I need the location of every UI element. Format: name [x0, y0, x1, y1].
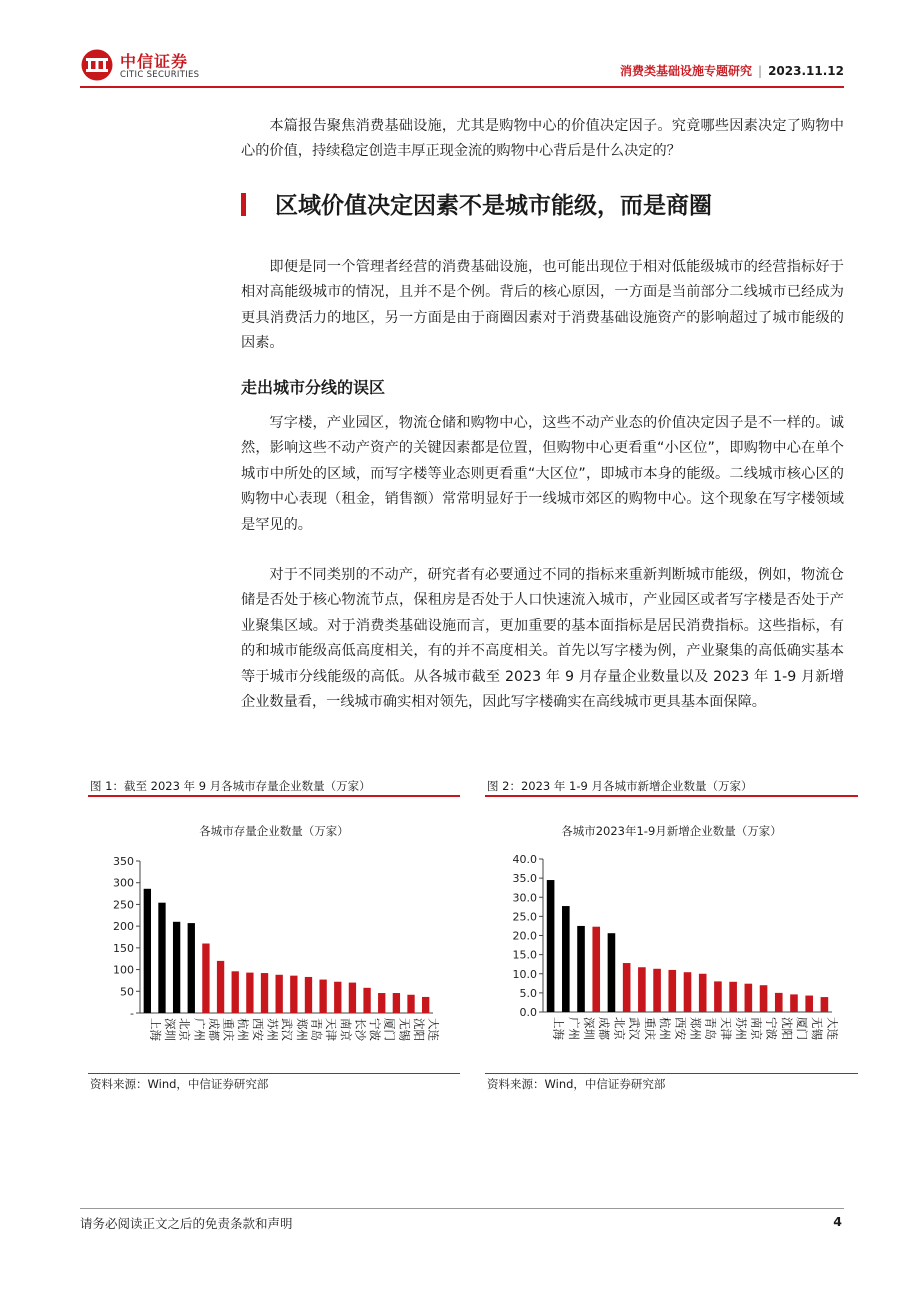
chart-2-y-tick-label: 0.0	[519, 1006, 537, 1019]
header-divider	[80, 86, 844, 88]
chart-2-y-tick-label: 25.0	[512, 910, 537, 924]
chart-2-bar-宁波	[760, 985, 768, 1012]
footer-disclaimer: 请务必阅读正文之后的免责条款和声明	[80, 1216, 293, 1231]
chart-1-category-label: 深圳	[162, 1018, 177, 1041]
chart-2-category-label: 上海	[551, 1017, 566, 1040]
chart-1-category-label: 西安	[250, 1018, 265, 1041]
chart-2-bar-西安	[668, 970, 676, 1012]
figure-1-source: 资料来源：Wind，中信证券研究部	[90, 1077, 269, 1091]
section-marker	[241, 193, 246, 216]
chart-1-y-tick-label: 200	[113, 920, 134, 934]
chart-1-bar-宁波	[363, 988, 370, 1013]
figure-2-top-rule	[485, 795, 858, 797]
chart-2-bar-广州	[562, 906, 570, 1012]
figure-1-top-rule	[88, 795, 460, 797]
company-logo	[80, 46, 220, 86]
chart-2-category-label: 大连	[825, 1017, 840, 1040]
citic-logo-icon	[80, 48, 114, 82]
figure-2-bottom-rule	[485, 1073, 858, 1074]
chart-2-y-tick-label: 30.0	[512, 891, 537, 905]
chart-1-bar-西安	[246, 973, 253, 1013]
chart-2-bar-青岛	[699, 974, 707, 1012]
chart-2-category-label: 沈阳	[779, 1017, 794, 1040]
chart-2-category-label: 天津	[718, 1017, 733, 1040]
chart-1-category-label: 南京	[338, 1018, 353, 1041]
chart-1-y-tick-label: -	[130, 1007, 134, 1020]
chart-1-category-label: 北京	[177, 1018, 192, 1041]
report-date: 2023.11.12	[768, 64, 844, 78]
chart-1-title: 各城市存量企业数量（万家）	[199, 824, 349, 838]
figure-1-caption: 图 1：截至 2023 年 9 月各城市存量企业数量（万家）	[90, 779, 371, 793]
chart-1-bar-杭州	[232, 971, 239, 1013]
chart-1-y-tick-label: 150	[113, 941, 134, 955]
chart-1-category-label: 厦门	[382, 1018, 397, 1041]
chart-2-bar-沈阳	[775, 993, 783, 1012]
chart-1-bar-厦门	[378, 993, 385, 1013]
chart-2-category-label: 成都	[597, 1017, 612, 1040]
paragraph-2: 写字楼，产业园区，物流仓储和购物中心，这些不动产业态的价值决定因子是不一样的。诚然，影响这些不动产资产的关键因素都是位置，但购物中心更看重“小区位”，即购物中心在单个城市中所处的区域，而写字楼等业态则更看重“大区位”，即城市本身的能级。二线城市核心区的购物中心表现（租金，销售额）常常明显好于一线城市郊区的购物中心。这个现象在写字楼领域是罕见的。	[241, 415, 844, 533]
chart-1-category-label: 重庆	[221, 1018, 236, 1041]
chart-1-bar-成都	[202, 944, 209, 1013]
chart-1-y-tick-label: 100	[113, 963, 134, 977]
chart-1-y-tick-label: 50	[120, 985, 134, 999]
paragraph-1: 即便是同一个管理者经营的消费基础设施，也可能出现位于相对低能级城市的经营指标好于相对高能级城市的情况，且并不是个例。背后的核心原因，一方面是当前部分二线城市已经成为更具消费活力的地区，另一方面是由于商圈因素对于消费基础设施资产的影响超过了城市能级的因素。	[241, 259, 844, 352]
chart-1-bar-苏州	[261, 973, 268, 1013]
intro-paragraph: 本篇报告聚焦消费基础设施，尤其是购物中心的价值决定因子。究竟哪些因素决定了购物中心的价值，持续稳定创造丰厚正现金流的购物中心背后是什么决定的？	[241, 118, 844, 160]
chart-2-y-tick-label: 15.0	[512, 948, 537, 962]
section-title: 区域价值决定因素不是城市能级，而是商圈	[275, 193, 712, 219]
report-title: 消费类基础设施专题研究	[620, 64, 753, 78]
chart-2-bar-厦门	[790, 994, 798, 1012]
chart-1-bar-青岛	[305, 977, 312, 1013]
chart-2-bar-北京	[608, 933, 616, 1012]
report-header: 消费类基础设施专题研究 | 2023.11.12	[620, 64, 844, 78]
paragraph-3: 对于不同类别的不动产，研究者有必要通过不同的指标来重新判断城市能级，例如，物流仓储是否处于核心物流节点，保租房是否处于人口快速流入城市，产业园区或者写字楼是否处于产业聚集区域。对于消费类基础设施而言，更加重要的基本面指标是居民消费指标。这些指标，有的和城市能级高低高度相关，有的并不高度相关。首先以写字楼为例，产业聚集的高低确实基本等于城市分线能级的高低。从各城市截至 2023 年 9 月存量企业数量以及 2023 年 1-9 月新增企业数量看，一线城市确实相对领先，因此写字楼确实在高线城市更具基本面保障。	[241, 567, 844, 711]
figure-2-caption: 图 2：2023 年 1-9 月各城市新增企业数量（万家）	[487, 779, 753, 793]
chart-2-bar-大连	[821, 997, 829, 1012]
chart-2-bar-天津	[714, 981, 722, 1012]
chart-2-category-label: 青岛	[703, 1017, 718, 1040]
chart-2-y-tick-label: 20.0	[512, 929, 537, 943]
chart-1-category-label: 杭州	[236, 1018, 251, 1041]
chart-2-y-tick-label: 5.0	[519, 986, 537, 1000]
chart-2-category-label: 苏州	[734, 1017, 749, 1040]
chart-2-category-label: 无锡	[810, 1017, 825, 1040]
figure-2-chart	[485, 815, 858, 1073]
chart-1-bar-广州	[188, 923, 195, 1013]
chart-2-category-label: 北京	[612, 1017, 627, 1040]
chart-2-bar-上海	[547, 880, 555, 1012]
chart-1-bar-沈阳	[407, 995, 414, 1013]
chart-2-category-label: 西安	[673, 1017, 688, 1040]
chart-2-y-tick-label: 10.0	[512, 967, 537, 981]
chart-2-category-label: 南京	[749, 1017, 764, 1040]
chart-2-category-label: 宁波	[764, 1017, 779, 1040]
chart-2-category-label: 武汉	[627, 1017, 642, 1040]
chart-2-y-tick-label: 35.0	[512, 872, 537, 886]
logo-chinese-name: 中信证券	[120, 52, 189, 71]
chart-2-category-label: 深圳	[582, 1017, 597, 1040]
chart-2-category-label: 厦门	[794, 1017, 809, 1040]
chart-1-bar-南京	[334, 982, 341, 1013]
figure-1-svg	[88, 815, 460, 1073]
figure-2-source: 资料来源：Wind，中信证券研究部	[487, 1077, 666, 1091]
figure-1-bottom-rule	[88, 1073, 460, 1074]
footer-divider	[80, 1208, 844, 1209]
chart-1-category-label: 上海	[148, 1018, 163, 1041]
chart-2-bar-郑州	[684, 972, 692, 1012]
chart-2-category-label: 杭州	[658, 1017, 673, 1040]
chart-2-category-label: 重庆	[642, 1017, 657, 1040]
chart-2-bar-杭州	[653, 969, 661, 1012]
chart-1-bar-长沙	[349, 983, 356, 1013]
chart-1-category-label: 成都	[206, 1018, 221, 1041]
chart-2-bar-武汉	[623, 963, 631, 1012]
chart-1-category-label: 长沙	[353, 1018, 368, 1041]
chart-2-bar-苏州	[729, 982, 737, 1012]
chart-1-bar-重庆	[217, 961, 224, 1013]
chart-1-category-label: 郑州	[294, 1018, 309, 1041]
chart-1-category-label: 宁波	[368, 1018, 383, 1041]
chart-2-category-label: 郑州	[688, 1017, 703, 1040]
chart-1-bar-天津	[319, 980, 326, 1013]
chart-2-bar-南京	[745, 984, 753, 1012]
chart-1-category-label: 大连	[426, 1018, 441, 1041]
chart-1-category-label: 广州	[192, 1018, 207, 1041]
chart-1-category-label: 天津	[324, 1018, 339, 1041]
chart-2-bar-无锡	[805, 996, 813, 1012]
chart-1-bar-郑州	[290, 976, 297, 1013]
chart-1-y-tick-label: 300	[113, 876, 134, 890]
chart-1-y-tick-label: 250	[113, 898, 134, 912]
chart-1-category-label: 无锡	[397, 1018, 412, 1041]
chart-1-bar-深圳	[158, 903, 165, 1013]
page-number: 4	[833, 1214, 842, 1229]
chart-1-bar-武汉	[276, 975, 283, 1013]
chart-1-bar-无锡	[393, 993, 400, 1013]
chart-1-bar-大连	[422, 997, 429, 1013]
chart-2-category-label: 广州	[566, 1017, 581, 1040]
chart-2-bar-成都	[592, 927, 600, 1012]
chart-2-y-tick-label: 40.0	[512, 853, 537, 866]
chart-1-bar-上海	[144, 889, 151, 1013]
chart-2-bar-重庆	[638, 967, 646, 1012]
chart-1-bar-北京	[173, 922, 180, 1013]
chart-1-category-label: 武汉	[280, 1018, 295, 1041]
chart-1-category-label: 苏州	[265, 1018, 280, 1041]
chart-2-title: 各城市2023年1-9月新增企业数量（万家）	[561, 824, 782, 838]
chart-1-category-label: 沈阳	[412, 1018, 427, 1041]
subsection-title: 走出城市分线的误区	[241, 378, 386, 397]
logo-english-name: CITIC SECURITIES	[120, 70, 200, 80]
chart-1-y-tick-label: 350	[113, 855, 134, 868]
chart-2-bar-深圳	[577, 926, 585, 1012]
figure-1-chart	[88, 815, 460, 1073]
chart-1-category-label: 青岛	[309, 1018, 324, 1041]
figure-2-svg	[485, 815, 858, 1073]
